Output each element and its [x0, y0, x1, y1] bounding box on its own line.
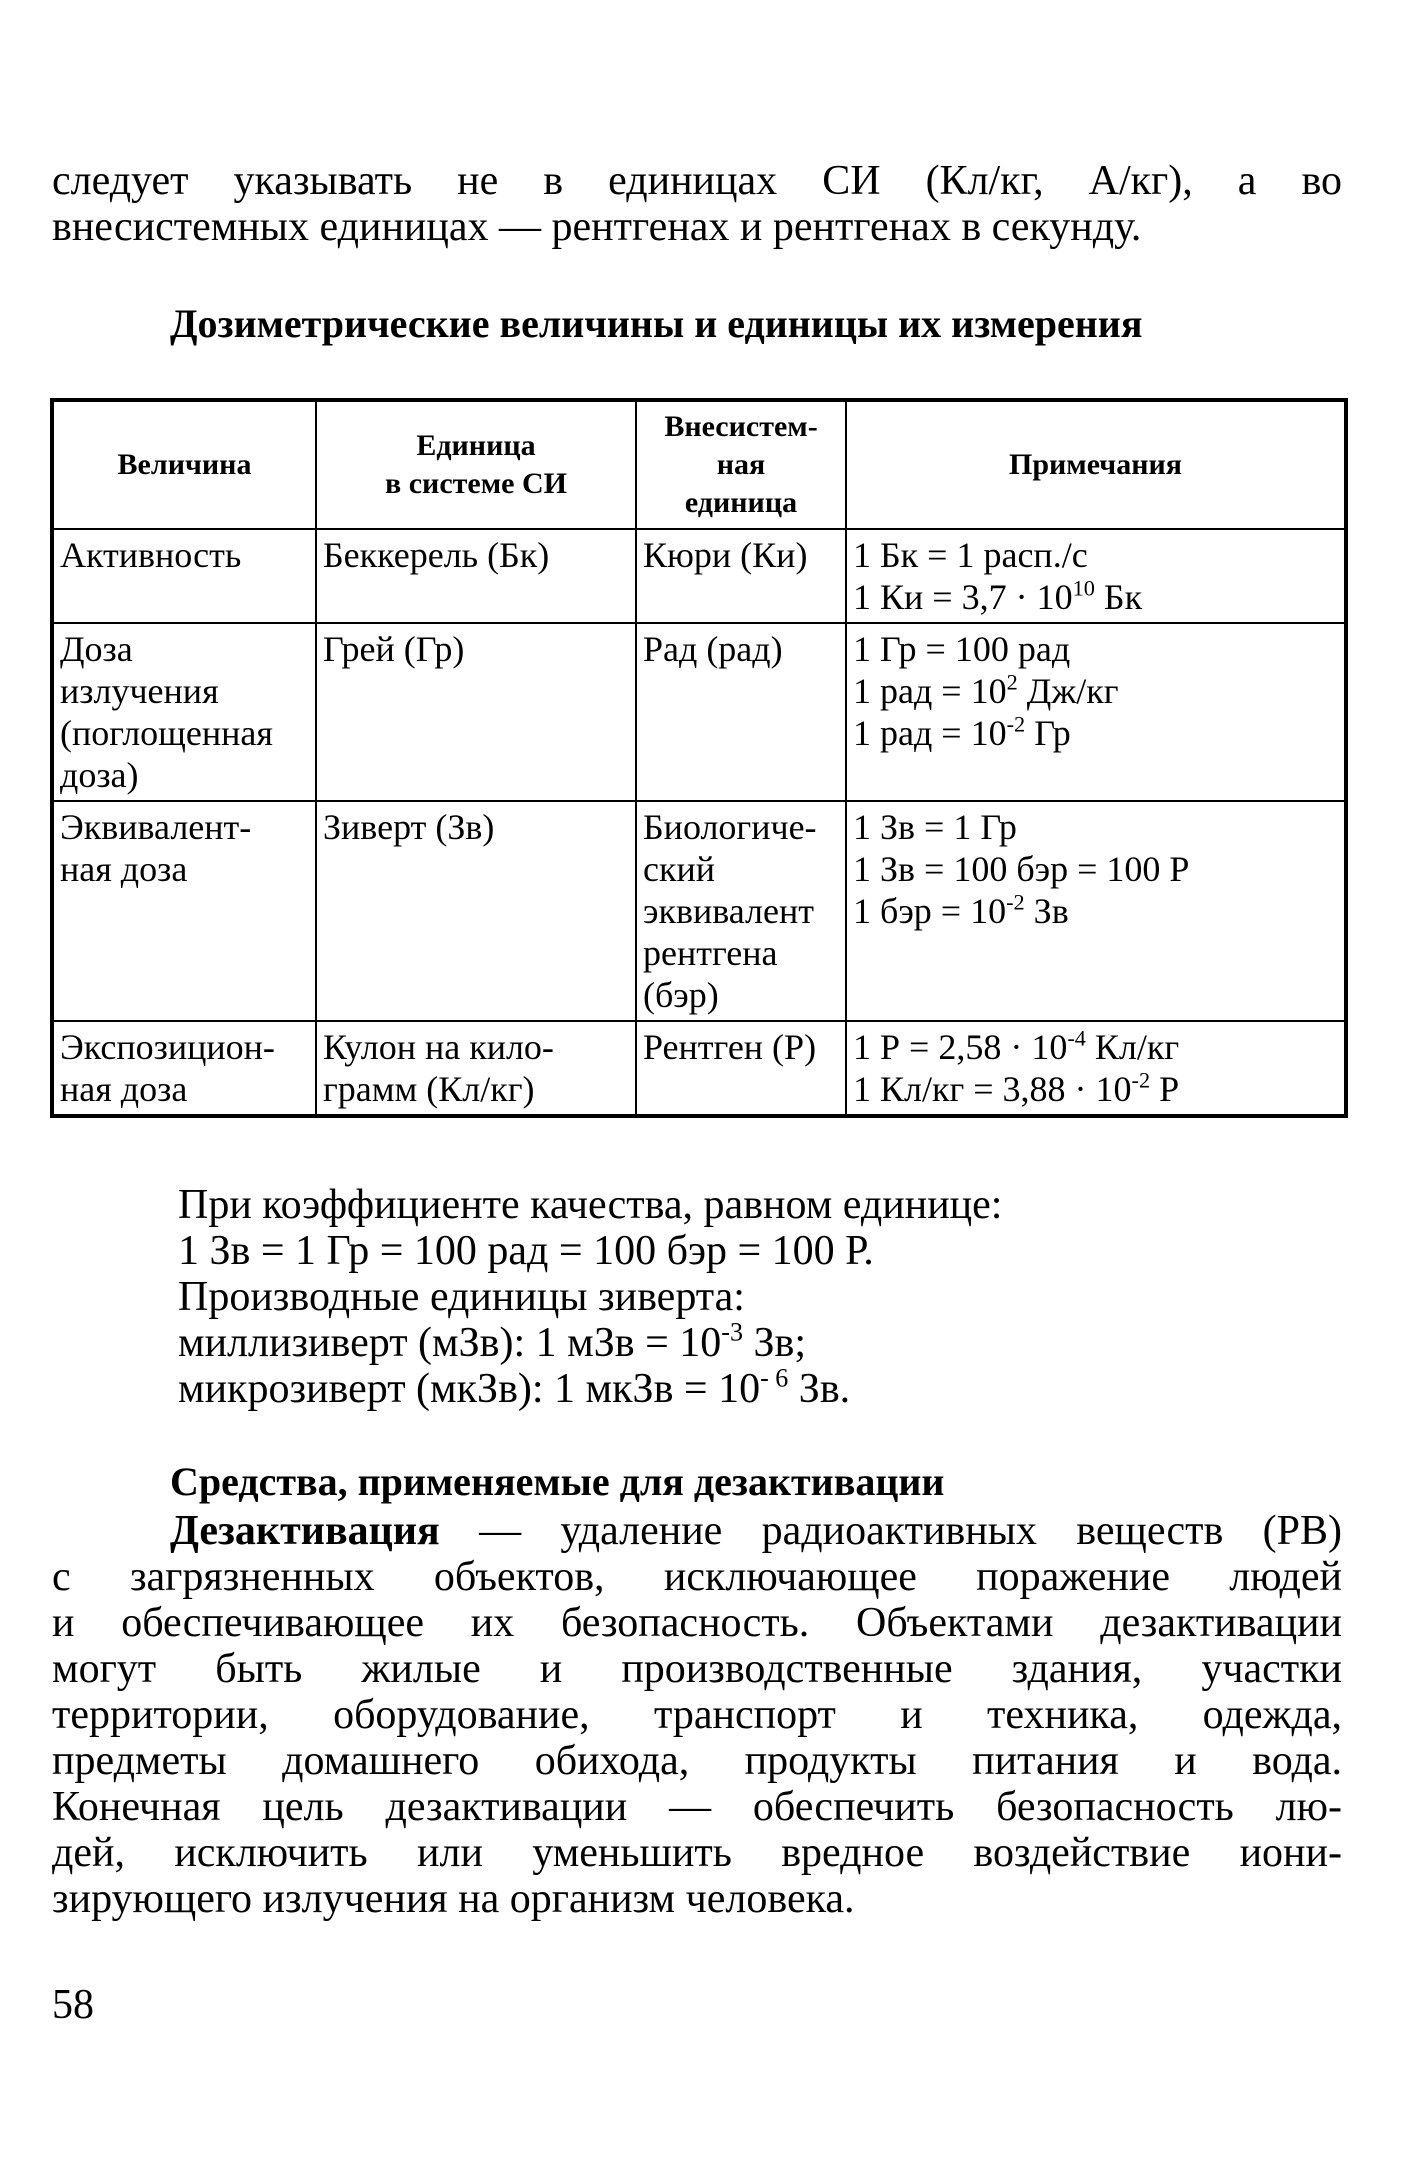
table-row — [52, 529, 1346, 623]
cell-non-si-unit: Кюри (Ки) — [636, 529, 846, 623]
body-line-7: Конечная цель дезактивации — обеспечить безопасность лю- — [52, 1784, 1342, 1830]
term-decontamination: Дезактивация — [170, 1508, 440, 1554]
intro-line-1: следует указывать не в единицах СИ (Кл/кг, А/кг), а во — [52, 158, 1342, 204]
body-line-8: дей, исключить или уменьшить вредное воздействие иони- — [52, 1830, 1342, 1876]
cell-quantity: Доза излучения (поглощенная доза) — [52, 623, 316, 801]
cell-non-si-unit: Биологиче- ский эквивалент рентгена (бэр) — [636, 801, 846, 1021]
body-line-5: территории, оборудование, транспорт и техника, одежда, — [52, 1692, 1342, 1738]
body-line-1: Дезактивация — удаление радиоактивных веществ (РВ) — [170, 1508, 1342, 1554]
intro-paragraph — [52, 158, 1342, 250]
cell-quantity: Экспозицион- ная доза — [52, 1021, 316, 1116]
formula-line-5: микрозиверт (мкЗв): 1 мкЗв = $10^{- 6}$ Зв. — [178, 1363, 851, 1412]
cell-si-unit: Зиверт (Зв) — [316, 801, 636, 1021]
cell-notes: 1 Гр = 100 рад 1 рад = $10^2$ Дж/кг 1 рад = $10^{-2}$ Гр — [846, 623, 1346, 801]
formula-line-1: При коэффициенте качества, равном единице: — [178, 1182, 1003, 1228]
body-line-9: зирующего излучения на организм человека. — [52, 1876, 855, 1922]
formulas-block — [178, 1182, 1002, 1412]
header-non-si-unit: Внесистем- ная единица — [636, 400, 846, 529]
dosimetric-units-table — [50, 398, 1348, 1118]
table-row — [52, 1021, 1346, 1116]
cell-notes: 1 Зв = 1 Гр 1 Зв = 100 бэр = 100 Р 1 бэр = $10^{-2}$ Зв — [846, 801, 1346, 1021]
cell-si-unit: Кулон на кило- грамм (Кл/кг) — [316, 1021, 636, 1116]
formula-line-4: миллизиверт (мЗв): 1 мЗв = $10^{-3}$ Зв; — [178, 1317, 807, 1366]
cell-si-unit: Беккерель (Бк) — [316, 529, 636, 623]
table-title: Дозиметрические величины и единицы их измерения — [170, 301, 1143, 346]
body-line-3: и обеспечивающее их безопасность. Объектами дезактивации — [52, 1600, 1342, 1646]
header-notes: Примечания — [846, 400, 1346, 529]
body-paragraph — [52, 1508, 1342, 1922]
cell-si-unit: Грей (Гр) — [316, 623, 636, 801]
intro-line-2: внесистемных единицах — рентгенах и рентгенах в секунду. — [52, 204, 1142, 250]
cell-notes: 1 Бк = 1 расп./с 1 Ки = $3,7 \cdot 10^{10}$ Бк — [846, 529, 1346, 623]
formula-line-2: 1 Зв = 1 Гр = 100 рад = 100 бэр = 100 Р. — [178, 1228, 874, 1274]
section-heading: Средства, применяемые для дезактивации — [170, 1459, 945, 1504]
body-line-2: с загрязненных объектов, исключающее поражение людей — [52, 1554, 1342, 1600]
cell-quantity: Активность — [52, 529, 316, 623]
cell-notes: 1 $Р = 2,58 \cdot 10^{-4}$ Кл/кг 1 $Кл/кг = 3,88 \cdot 10^{-2}$ Р — [846, 1021, 1346, 1116]
cell-quantity: Эквивалент- ная доза — [52, 801, 316, 1021]
table-row — [52, 623, 1346, 801]
header-si-unit: Единица в системе СИ — [316, 400, 636, 529]
formula-line-3: Производные единицы зиверта: — [178, 1274, 745, 1320]
header-quantity: Величина — [52, 400, 316, 529]
page-number: 58 — [52, 1982, 94, 2028]
body-line-6: предметы домашнего обихода, продукты питания и вода. — [52, 1738, 1342, 1784]
body-line-4: могут быть жилые и производственные здания, участки — [52, 1646, 1342, 1692]
table-row — [52, 801, 1346, 1021]
cell-non-si-unit: Рад (рад) — [636, 623, 846, 801]
cell-non-si-unit: Рентген (Р) — [636, 1021, 846, 1116]
table-header-row — [52, 400, 1346, 529]
